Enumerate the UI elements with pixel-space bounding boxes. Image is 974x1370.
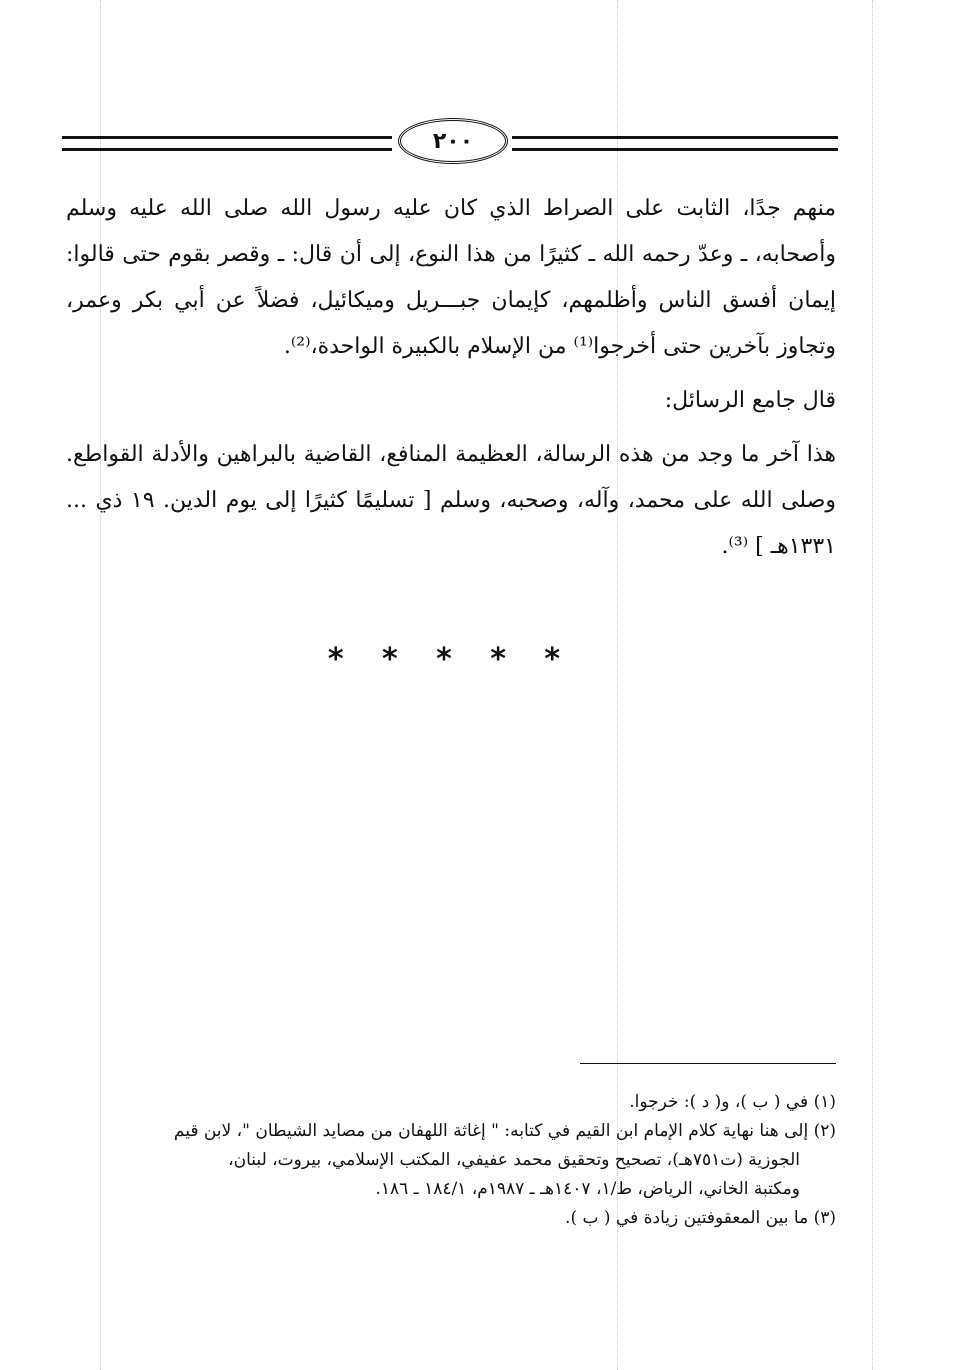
footnote-2-line: ومكتبة الخاني، الرياض، ط/١، ١٤٠٧هـ ـ ١٩٨٧م، ١٨٤/١ ـ ١٨٦. xyxy=(375,1179,800,1199)
page-header xyxy=(62,118,838,164)
header-rule-right xyxy=(512,136,838,151)
footnote-divider xyxy=(580,1063,836,1064)
footnote-1: (١) في ( ب )، و( د ): خرجوا. xyxy=(629,1092,836,1112)
footnote-2-line: (٢) إلى هنا نهاية كلام الإمام ابن القيم في كتابه: " إغاثة اللهفان من مصايد الشيطان "، لابن قيم xyxy=(173,1121,836,1141)
scan-guide-line xyxy=(872,0,873,1370)
main-text xyxy=(66,186,836,570)
header-rule-left xyxy=(62,136,392,151)
footnotes xyxy=(66,1088,836,1233)
footnote-3: (٣) ما بين المعقوفتين زيادة في ( ب ). xyxy=(565,1208,836,1228)
footnote-2-line: الجوزية (ت٧٥١هـ)، تصحيح وتحقيق محمد عفيفي، المكتب الإسلامي، بيروت، لبنان، xyxy=(228,1150,800,1170)
section-separator: * * * * * xyxy=(327,642,575,677)
paragraph: منهم جدًا، الثابت على الصراط الذي كان عليه رسول الله صلى الله عليه وسلم وأصحابه، ـ وعدّ رحمه الله ـ كثيرًا من هذا النوع، إلى أن قال: ـ وقصر بقوم حتى قالوا: إيمان أفسق الناس وأظلمهم، كإيمان جبـــريل وميكائيل، فضلاً عن أبي بكر وعمر، وتجاوز بآخرين حتى أخرجوا⁽¹⁾ من الإسلام بالكبيرة الواحدة،⁽²⁾. xyxy=(66,196,836,359)
page-number: ٢٠٠ xyxy=(432,128,474,154)
page-number-frame xyxy=(398,118,508,164)
paragraph: قال جامع الرسائل: xyxy=(664,388,836,413)
paragraph: هذا آخر ما وجد من هذه الرسالة، العظيمة المنافع، القاضية بالبراهين والأدلة القواطع. وصلى الله على محمد، وآله، وصحبه، وسلم [ تسليمًا كثيرًا إلى يوم الدين. ١٩ ذي ... ١٣٣١هـ ] ⁽³⁾. xyxy=(66,442,836,559)
